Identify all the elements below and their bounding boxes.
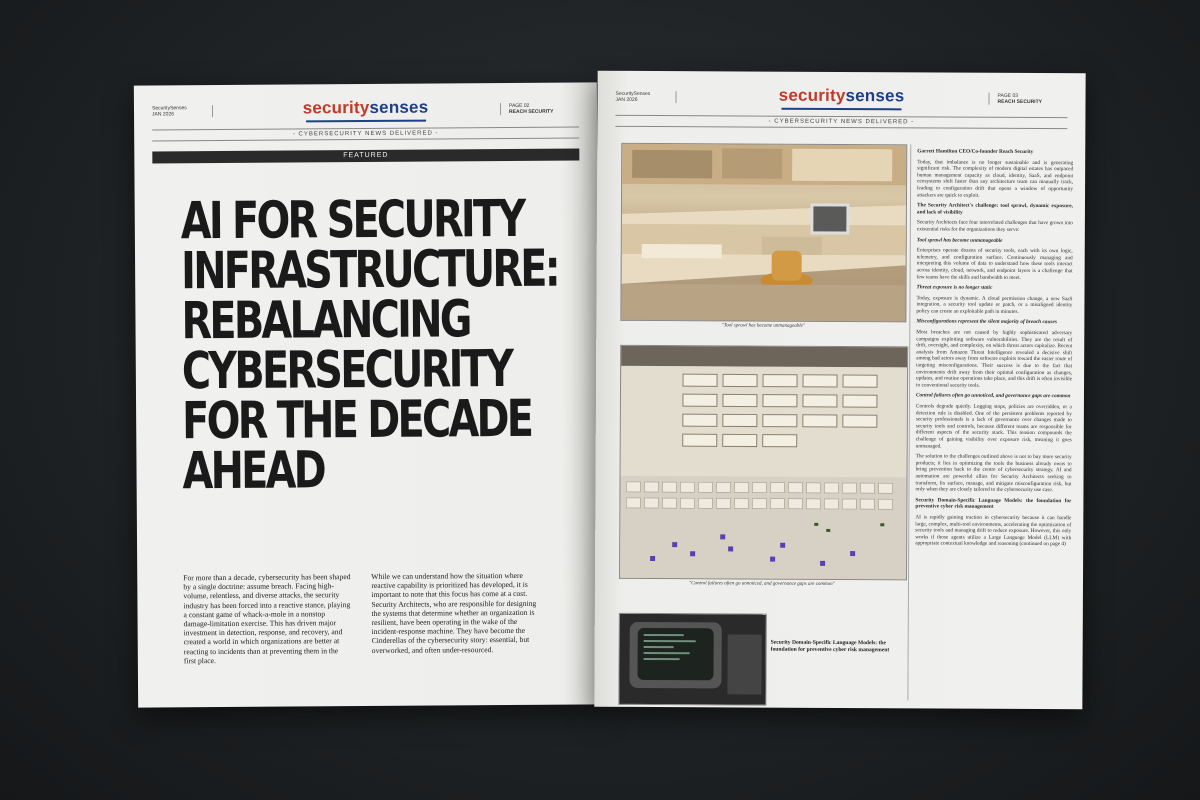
logo-underline	[781, 108, 901, 111]
paragraph: Most breaches are not caused by highly sophisticated adversary campaigns exploiting software vulnerabilities. They are the result of drift, oversight, and complexity, on which threat actors capitalize. Recent analysis from Amazon Threat Intelligence revealed a decisive shift among bad actors away from software exploits toward the easier route of targeting misconfigurations. Their success is due to the fact that environments drift away from their optimal configuration as changes, updates, and routine operations take place, and this drift is often invisible to conventional security tools.	[916, 329, 1073, 389]
control-room-illustration	[621, 144, 906, 321]
newspaper-left-page	[134, 82, 601, 707]
vintage-computer-photo	[618, 613, 766, 706]
subheading: Security Domain-Specific Language Models: the foundation for preventive cyber risk management	[915, 497, 1072, 511]
article-column-right	[915, 144, 1073, 552]
article-column-1: For more than a decade, cybersecurity has been shaped by a single doctrine: assume breach. Facing high-volume, relentless, and diverse attacks, the security industry has been forced into a reactive stance, playing a constant game of whack-a-mole in a nonstop damage-limitation exercise. This has driven major investment in detection, response, and recovery, and created a world in which organizations are better at reacting to incidents than at preventing them in the first place.	[183, 572, 351, 666]
article-column-2: While we can understand how the situation where reactive capability is prioritized has developed, it is important to note that this focus has come at a cost. Security Architects, who are responsible for designing the systems that determine whether an organization is resilient, have been operating in the wake of the incident-response machine. They have become the Cinderellas of the cybersecurity story: essential, but overworked, and often under-resourced.	[371, 570, 537, 655]
logo-part-senses: senses	[845, 86, 905, 106]
subheading: Threat exposure is no longer static	[916, 284, 993, 291]
masthead	[615, 83, 1067, 115]
logo-part-senses: senses	[369, 97, 429, 117]
control-panel-photo	[619, 345, 908, 581]
paragraph: AI is rapidly gaining traction in cybersecurity because it can handle large, complex, multi-tool environments, accelerating the optimization of security tools and managing drift to reduce exposure. However, this only works if those agents utilize a Large Language Model (LLM) with appropriate contextual knowledge and reasoning (continued on page 4)	[915, 514, 1072, 548]
page-sponsor: REACH SECURITY	[997, 98, 1042, 106]
photo-caption-2: "Control failures often go unnoticed, and governance gaps are common"	[689, 581, 835, 587]
paragraph: Enterprises operate dozens of security tools, each with its own logic, telemetry, and configuration surface. Continuously managing and interpreting this volume of data to understand how these tools interact across identity, cloud, network, and endpoint layers is a challenge that few teams have the skills and bandwidth to meet.	[916, 247, 1073, 281]
subheading: The Security Architect's challenge: tool sprawl, dynamic exposure, and lack of visibility	[916, 202, 1073, 216]
paragraph: Today, exposure is dynamic. A cloud permission change, a new SaaS integration, a security tool update or patch, or a misaligned identity policy can create an exploitable path in minutes.	[916, 295, 1073, 315]
logo-part-security: security	[302, 97, 370, 118]
masthead-date: JAN 2026	[615, 96, 638, 103]
logo-underline	[306, 120, 426, 123]
vintage-computer-illustration	[619, 614, 765, 705]
featured-label: FEATURED	[152, 149, 579, 164]
tagline: - CYBERSECURITY NEWS DELIVERED -	[152, 127, 579, 142]
newspaper-right-page	[594, 71, 1085, 710]
masthead-issue	[152, 105, 213, 117]
column-divider	[907, 144, 911, 700]
page-number: PAGE 02	[508, 102, 530, 110]
sidebar-headline: Security Domain-Specific Language Models: the foundation for preventive cyber risk management	[770, 639, 890, 654]
tagline: - CYBERSECURITY NEWS DELIVERED -	[615, 115, 1067, 129]
page-sponsor: REACH SECURITY	[509, 108, 554, 116]
masthead-publication: SecuritySenses	[151, 105, 187, 112]
paragraph: Today, that imbalance is no longer sustainable and is generating significant risk. The complexity of modern digital estates has outpaced human management capacity as cloud, identity, SaaS, and endpoint ecosystems shift faster than any architecture team can manually track, leading to configuration drift that opens a window of opportunity attackers are quick to exploit.	[917, 158, 1074, 199]
headline: AI FOR SECURITY INFRASTRUCTURE: REBALANCING CYBERSECURITY FOR THE DECADE AHEAD	[180, 189, 559, 502]
paragraph: Security Architects face four interrelated challenges that have grown into existential risks for the organizations they serve:	[916, 219, 1073, 233]
masthead-publication: SecuritySenses	[615, 90, 651, 98]
masthead-page-info	[988, 93, 1067, 105]
control-panel-illustration	[620, 346, 907, 579]
masthead-issue	[616, 91, 677, 103]
subheading: Misconfigurations represent the silent majority of breach causes	[916, 318, 1057, 326]
logo	[779, 86, 905, 107]
paragraph: The solution to the challenges outlined above is not to buy more security products; it lies in optimizing the tools the business already owns to bring prevention back to the centre of cybersecurity strategy. AI and automation are powerful allies for Security Architects seeking to transform, fix surface, manage, and mitigate misconfiguration risk, but only when they are closely tailored to the cybersecurity use case.	[915, 453, 1072, 494]
masthead-page-info	[500, 103, 579, 116]
masthead	[152, 95, 579, 128]
logo-part-security: security	[778, 85, 846, 106]
control-room-photo	[620, 143, 907, 322]
byline: Garrett Hamilton CEO/Co-founder Reach Security	[917, 148, 1034, 156]
subheading: Control failures often go unnoticed, and governance gaps are common	[915, 392, 1071, 400]
logo	[303, 98, 429, 119]
page-number: PAGE 03	[997, 92, 1019, 99]
photo-caption-1: "Tool sprawl has become unmanageable"	[721, 323, 805, 329]
masthead-date: JAN 2026	[152, 111, 175, 118]
subheading: Tool sprawl has become unmanageable	[916, 236, 1003, 244]
paragraph: Controls degrade quietly. Logging stops, policies are overridden, or a detection rule is disabled. One of the persistent problems reported by security professionals is a lack of governance over changes made to security tools and controls, because different teams are responsible for different aspects of the security stack. This tension compounds the challenge of gaining visibility over exposure risk, meaning it goes unmanaged.	[915, 403, 1072, 450]
